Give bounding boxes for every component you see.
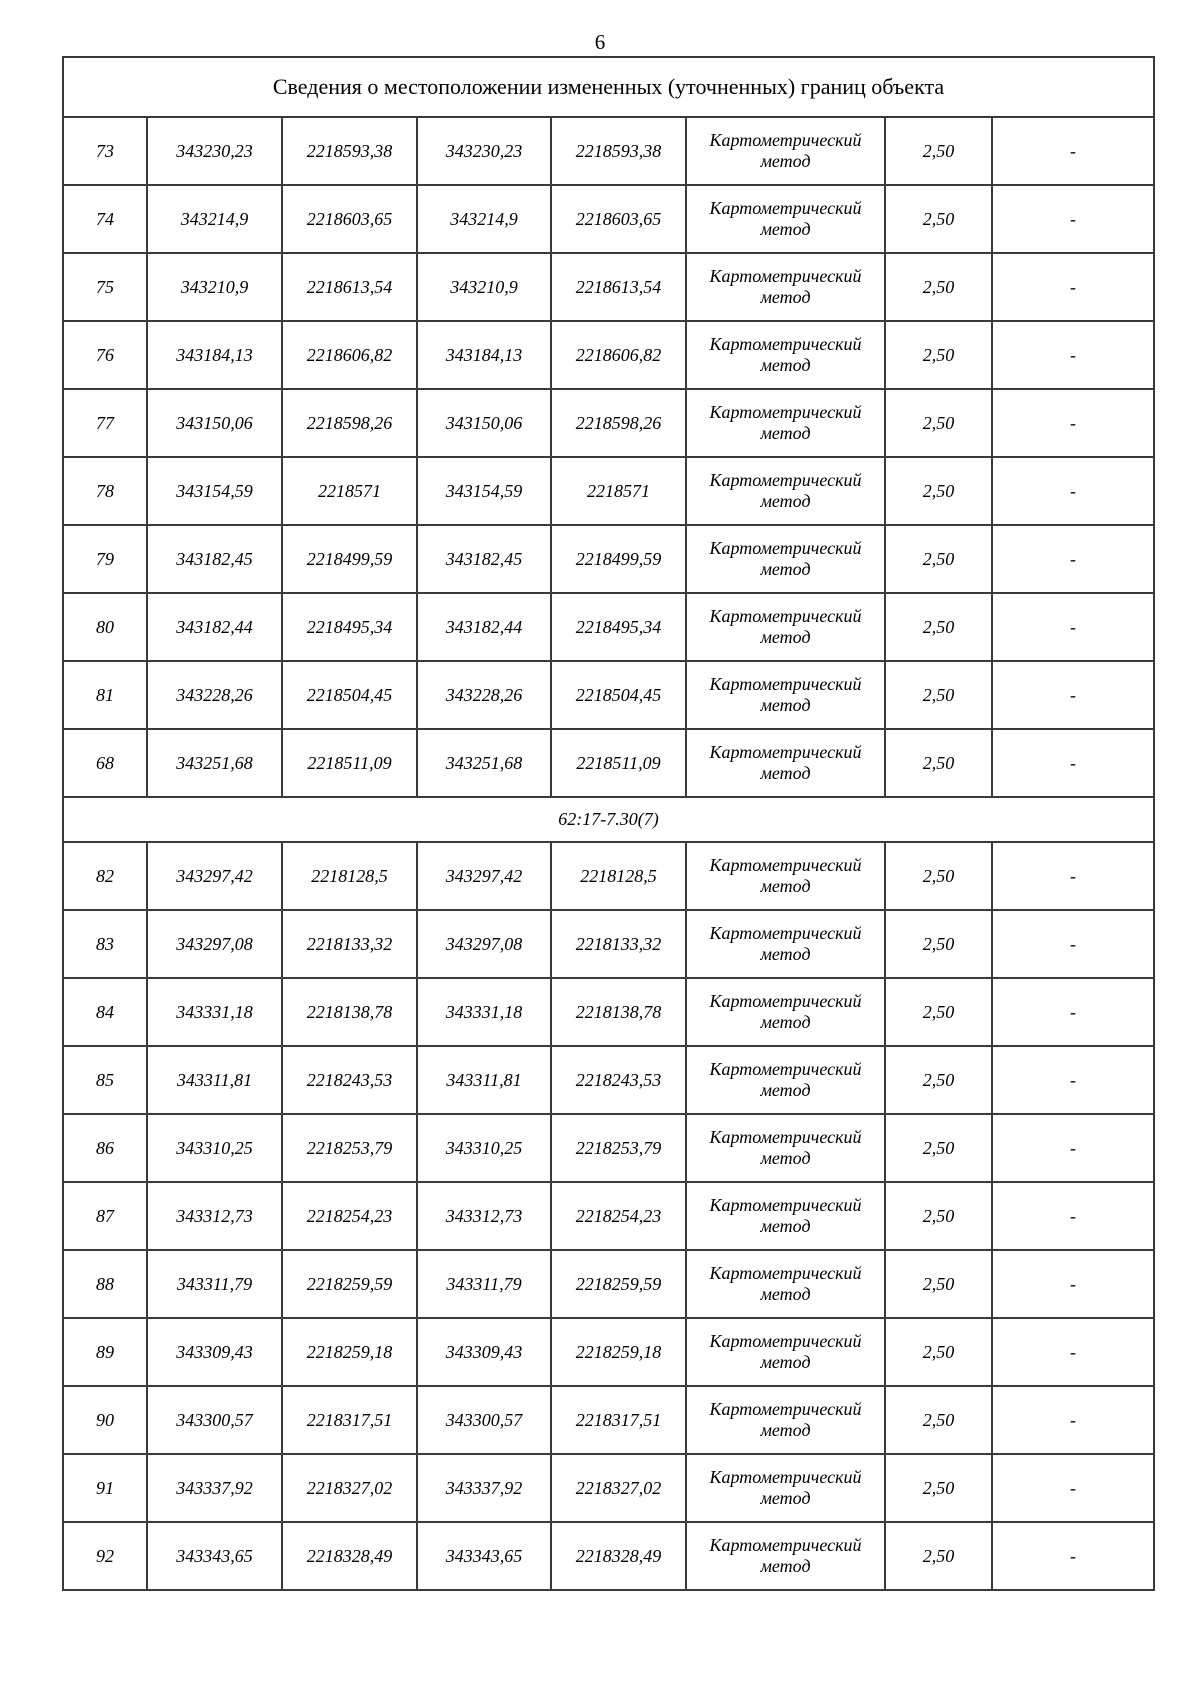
table-row bbox=[63, 117, 1154, 185]
table-body bbox=[63, 57, 1154, 1590]
existing-y-cell: 2218138,78 bbox=[282, 978, 417, 1046]
method-cell bbox=[686, 1454, 885, 1522]
table-row bbox=[63, 842, 1154, 910]
existing-y-cell: 2218128,5 bbox=[282, 842, 417, 910]
method-line-1: Картометрический bbox=[709, 1535, 862, 1555]
existing-y-cell: 2218259,59 bbox=[282, 1250, 417, 1318]
refined-y-cell: 2218571 bbox=[551, 457, 686, 525]
note-cell: - bbox=[992, 1114, 1154, 1182]
refined-y-cell: 2218613,54 bbox=[551, 253, 686, 321]
existing-y-cell: 2218495,34 bbox=[282, 593, 417, 661]
boundary-coordinates-table bbox=[62, 56, 1155, 1591]
method-line-2: метод bbox=[760, 491, 811, 511]
accuracy-cell: 2,50 bbox=[885, 1386, 992, 1454]
existing-y-cell: 2218606,82 bbox=[282, 321, 417, 389]
existing-y-cell: 2218613,54 bbox=[282, 253, 417, 321]
refined-y-cell: 2218511,09 bbox=[551, 729, 686, 797]
method-cell bbox=[686, 457, 885, 525]
method-line-1: Картометрический bbox=[709, 470, 862, 490]
existing-x-cell: 343297,42 bbox=[147, 842, 282, 910]
existing-y-cell: 2218328,49 bbox=[282, 1522, 417, 1590]
point-number-cell: 88 bbox=[63, 1250, 147, 1318]
method-cell bbox=[686, 1250, 885, 1318]
table-row bbox=[63, 1386, 1154, 1454]
table-row bbox=[63, 661, 1154, 729]
existing-x-cell: 343182,44 bbox=[147, 593, 282, 661]
table-row bbox=[63, 1318, 1154, 1386]
refined-x-cell: 343210,9 bbox=[417, 253, 551, 321]
existing-y-cell: 2218259,18 bbox=[282, 1318, 417, 1386]
method-line-2: метод bbox=[760, 944, 811, 964]
note-cell: - bbox=[992, 525, 1154, 593]
accuracy-cell: 2,50 bbox=[885, 525, 992, 593]
existing-x-cell: 343310,25 bbox=[147, 1114, 282, 1182]
existing-x-cell: 343343,65 bbox=[147, 1522, 282, 1590]
point-number-cell: 90 bbox=[63, 1386, 147, 1454]
method-line-2: метод bbox=[760, 1080, 811, 1100]
refined-y-cell: 2218328,49 bbox=[551, 1522, 686, 1590]
method-line-2: метод bbox=[760, 1216, 811, 1236]
table-row bbox=[63, 1182, 1154, 1250]
method-line-1: Картометрический bbox=[709, 266, 862, 286]
refined-x-cell: 343184,13 bbox=[417, 321, 551, 389]
section-row bbox=[63, 797, 1154, 842]
note-cell: - bbox=[992, 910, 1154, 978]
note-cell: - bbox=[992, 253, 1154, 321]
point-number-cell: 73 bbox=[63, 117, 147, 185]
method-cell bbox=[686, 978, 885, 1046]
method-line-2: метод bbox=[760, 559, 811, 579]
refined-y-cell: 2218259,18 bbox=[551, 1318, 686, 1386]
method-cell bbox=[686, 1046, 885, 1114]
method-cell bbox=[686, 910, 885, 978]
method-line-2: метод bbox=[760, 355, 811, 375]
accuracy-cell: 2,50 bbox=[885, 1250, 992, 1318]
point-number-cell: 75 bbox=[63, 253, 147, 321]
method-line-1: Картометрический bbox=[709, 1331, 862, 1351]
refined-y-cell: 2218243,53 bbox=[551, 1046, 686, 1114]
refined-y-cell: 2218128,5 bbox=[551, 842, 686, 910]
method-line-2: метод bbox=[760, 151, 811, 171]
refined-x-cell: 343297,42 bbox=[417, 842, 551, 910]
table-row bbox=[63, 593, 1154, 661]
method-line-2: метод bbox=[760, 219, 811, 239]
existing-y-cell: 2218504,45 bbox=[282, 661, 417, 729]
existing-y-cell: 2218253,79 bbox=[282, 1114, 417, 1182]
note-cell: - bbox=[992, 321, 1154, 389]
method-line-2: метод bbox=[760, 627, 811, 647]
method-cell bbox=[686, 525, 885, 593]
method-line-1: Картометрический bbox=[709, 923, 862, 943]
existing-x-cell: 343230,23 bbox=[147, 117, 282, 185]
accuracy-cell: 2,50 bbox=[885, 389, 992, 457]
method-line-2: метод bbox=[760, 1556, 811, 1576]
refined-x-cell: 343311,81 bbox=[417, 1046, 551, 1114]
method-line-1: Картометрический bbox=[709, 991, 862, 1011]
table-row bbox=[63, 253, 1154, 321]
note-cell: - bbox=[992, 593, 1154, 661]
method-cell bbox=[686, 321, 885, 389]
method-line-1: Картометрический bbox=[709, 1263, 862, 1283]
table-row bbox=[63, 978, 1154, 1046]
refined-y-cell: 2218593,38 bbox=[551, 117, 686, 185]
existing-x-cell: 343311,81 bbox=[147, 1046, 282, 1114]
refined-y-cell: 2218598,26 bbox=[551, 389, 686, 457]
refined-y-cell: 2218499,59 bbox=[551, 525, 686, 593]
accuracy-cell: 2,50 bbox=[885, 842, 992, 910]
note-cell: - bbox=[992, 978, 1154, 1046]
refined-x-cell: 343300,57 bbox=[417, 1386, 551, 1454]
accuracy-cell: 2,50 bbox=[885, 321, 992, 389]
method-cell bbox=[686, 1386, 885, 1454]
method-cell bbox=[686, 1182, 885, 1250]
table-title-row bbox=[63, 57, 1154, 117]
table-row bbox=[63, 729, 1154, 797]
method-line-1: Картометрический bbox=[709, 402, 862, 422]
refined-y-cell: 2218606,82 bbox=[551, 321, 686, 389]
note-cell: - bbox=[992, 1182, 1154, 1250]
existing-x-cell: 343312,73 bbox=[147, 1182, 282, 1250]
accuracy-cell: 2,50 bbox=[885, 1182, 992, 1250]
existing-x-cell: 343331,18 bbox=[147, 978, 282, 1046]
refined-x-cell: 343309,43 bbox=[417, 1318, 551, 1386]
existing-x-cell: 343154,59 bbox=[147, 457, 282, 525]
note-cell: - bbox=[992, 457, 1154, 525]
accuracy-cell: 2,50 bbox=[885, 593, 992, 661]
refined-y-cell: 2218603,65 bbox=[551, 185, 686, 253]
existing-x-cell: 343184,13 bbox=[147, 321, 282, 389]
existing-x-cell: 343297,08 bbox=[147, 910, 282, 978]
existing-x-cell: 343300,57 bbox=[147, 1386, 282, 1454]
accuracy-cell: 2,50 bbox=[885, 185, 992, 253]
existing-x-cell: 343251,68 bbox=[147, 729, 282, 797]
accuracy-cell: 2,50 bbox=[885, 1318, 992, 1386]
existing-x-cell: 343311,79 bbox=[147, 1250, 282, 1318]
existing-y-cell: 2218243,53 bbox=[282, 1046, 417, 1114]
table-row bbox=[63, 910, 1154, 978]
point-number-cell: 74 bbox=[63, 185, 147, 253]
refined-x-cell: 343310,25 bbox=[417, 1114, 551, 1182]
existing-y-cell: 2218603,65 bbox=[282, 185, 417, 253]
refined-y-cell: 2218253,79 bbox=[551, 1114, 686, 1182]
accuracy-cell: 2,50 bbox=[885, 1114, 992, 1182]
method-line-2: метод bbox=[760, 1012, 811, 1032]
accuracy-cell: 2,50 bbox=[885, 1454, 992, 1522]
method-line-1: Картометрический bbox=[709, 855, 862, 875]
method-line-1: Картометрический bbox=[709, 538, 862, 558]
point-number-cell: 89 bbox=[63, 1318, 147, 1386]
method-cell bbox=[686, 661, 885, 729]
table-row bbox=[63, 321, 1154, 389]
method-line-2: метод bbox=[760, 763, 811, 783]
method-line-1: Картометрический bbox=[709, 606, 862, 626]
accuracy-cell: 2,50 bbox=[885, 253, 992, 321]
refined-x-cell: 343297,08 bbox=[417, 910, 551, 978]
method-cell bbox=[686, 185, 885, 253]
table-row bbox=[63, 185, 1154, 253]
accuracy-cell: 2,50 bbox=[885, 910, 992, 978]
existing-x-cell: 343150,06 bbox=[147, 389, 282, 457]
note-cell: - bbox=[992, 1454, 1154, 1522]
existing-x-cell: 343309,43 bbox=[147, 1318, 282, 1386]
table-row bbox=[63, 1522, 1154, 1590]
point-number-cell: 77 bbox=[63, 389, 147, 457]
accuracy-cell: 2,50 bbox=[885, 661, 992, 729]
point-number-cell: 84 bbox=[63, 978, 147, 1046]
method-line-2: метод bbox=[760, 695, 811, 715]
note-cell: - bbox=[992, 389, 1154, 457]
method-cell bbox=[686, 842, 885, 910]
existing-x-cell: 343337,92 bbox=[147, 1454, 282, 1522]
method-line-1: Картометрический bbox=[709, 674, 862, 694]
method-line-1: Картометрический bbox=[709, 1399, 862, 1419]
point-number-cell: 91 bbox=[63, 1454, 147, 1522]
method-cell bbox=[686, 1114, 885, 1182]
table-row bbox=[63, 1046, 1154, 1114]
method-cell bbox=[686, 1318, 885, 1386]
existing-y-cell: 2218499,59 bbox=[282, 525, 417, 593]
refined-x-cell: 343228,26 bbox=[417, 661, 551, 729]
point-number-cell: 86 bbox=[63, 1114, 147, 1182]
note-cell: - bbox=[992, 729, 1154, 797]
existing-y-cell: 2218511,09 bbox=[282, 729, 417, 797]
accuracy-cell: 2,50 bbox=[885, 1522, 992, 1590]
method-cell bbox=[686, 1522, 885, 1590]
point-number-cell: 78 bbox=[63, 457, 147, 525]
method-line-1: Картометрический bbox=[709, 130, 862, 150]
refined-y-cell: 2218259,59 bbox=[551, 1250, 686, 1318]
refined-y-cell: 2218504,45 bbox=[551, 661, 686, 729]
method-line-1: Картометрический bbox=[709, 1467, 862, 1487]
table-row bbox=[63, 1114, 1154, 1182]
point-number-cell: 87 bbox=[63, 1182, 147, 1250]
refined-x-cell: 343311,79 bbox=[417, 1250, 551, 1318]
note-cell: - bbox=[992, 1318, 1154, 1386]
existing-x-cell: 343228,26 bbox=[147, 661, 282, 729]
refined-y-cell: 2218254,23 bbox=[551, 1182, 686, 1250]
refined-x-cell: 343150,06 bbox=[417, 389, 551, 457]
point-number-cell: 83 bbox=[63, 910, 147, 978]
note-cell: - bbox=[992, 1250, 1154, 1318]
existing-y-cell: 2218327,02 bbox=[282, 1454, 417, 1522]
method-line-1: Картометрический bbox=[709, 1195, 862, 1215]
method-cell bbox=[686, 117, 885, 185]
refined-y-cell: 2218133,32 bbox=[551, 910, 686, 978]
accuracy-cell: 2,50 bbox=[885, 729, 992, 797]
accuracy-cell: 2,50 bbox=[885, 117, 992, 185]
method-line-2: метод bbox=[760, 1148, 811, 1168]
point-number-cell: 79 bbox=[63, 525, 147, 593]
method-line-1: Картометрический bbox=[709, 742, 862, 762]
existing-y-cell: 2218571 bbox=[282, 457, 417, 525]
refined-x-cell: 343337,92 bbox=[417, 1454, 551, 1522]
method-line-1: Картометрический bbox=[709, 1127, 862, 1147]
note-cell: - bbox=[992, 1046, 1154, 1114]
method-line-1: Картометрический bbox=[709, 1059, 862, 1079]
refined-x-cell: 343251,68 bbox=[417, 729, 551, 797]
note-cell: - bbox=[992, 117, 1154, 185]
table-title: Сведения о местоположении измененных (уточненных) границ объекта bbox=[63, 57, 1154, 117]
section-label: 62:17-7.30(7) bbox=[63, 797, 1154, 842]
refined-x-cell: 343182,45 bbox=[417, 525, 551, 593]
method-line-2: метод bbox=[760, 287, 811, 307]
method-line-1: Картометрический bbox=[709, 198, 862, 218]
method-cell bbox=[686, 253, 885, 321]
table-row bbox=[63, 457, 1154, 525]
existing-y-cell: 2218593,38 bbox=[282, 117, 417, 185]
refined-x-cell: 343230,23 bbox=[417, 117, 551, 185]
point-number-cell: 82 bbox=[63, 842, 147, 910]
point-number-cell: 81 bbox=[63, 661, 147, 729]
existing-x-cell: 343210,9 bbox=[147, 253, 282, 321]
note-cell: - bbox=[992, 661, 1154, 729]
method-line-2: метод bbox=[760, 876, 811, 896]
refined-x-cell: 343331,18 bbox=[417, 978, 551, 1046]
accuracy-cell: 2,50 bbox=[885, 457, 992, 525]
refined-y-cell: 2218138,78 bbox=[551, 978, 686, 1046]
point-number-cell: 80 bbox=[63, 593, 147, 661]
method-line-1: Картометрический bbox=[709, 334, 862, 354]
existing-y-cell: 2218598,26 bbox=[282, 389, 417, 457]
table-row bbox=[63, 389, 1154, 457]
refined-x-cell: 343343,65 bbox=[417, 1522, 551, 1590]
existing-y-cell: 2218254,23 bbox=[282, 1182, 417, 1250]
table-row bbox=[63, 1250, 1154, 1318]
method-line-2: метод bbox=[760, 1420, 811, 1440]
refined-x-cell: 343312,73 bbox=[417, 1182, 551, 1250]
point-number-cell: 92 bbox=[63, 1522, 147, 1590]
page-number: 6 bbox=[594, 30, 606, 54]
note-cell: - bbox=[992, 185, 1154, 253]
refined-y-cell: 2218495,34 bbox=[551, 593, 686, 661]
existing-x-cell: 343182,45 bbox=[147, 525, 282, 593]
point-number-cell: 68 bbox=[63, 729, 147, 797]
refined-x-cell: 343182,44 bbox=[417, 593, 551, 661]
accuracy-cell: 2,50 bbox=[885, 978, 992, 1046]
method-cell bbox=[686, 593, 885, 661]
method-line-2: метод bbox=[760, 1284, 811, 1304]
existing-x-cell: 343214,9 bbox=[147, 185, 282, 253]
note-cell: - bbox=[992, 1522, 1154, 1590]
table-row bbox=[63, 1454, 1154, 1522]
point-number-cell: 76 bbox=[63, 321, 147, 389]
refined-y-cell: 2218327,02 bbox=[551, 1454, 686, 1522]
table-row bbox=[63, 525, 1154, 593]
accuracy-cell: 2,50 bbox=[885, 1046, 992, 1114]
refined-x-cell: 343214,9 bbox=[417, 185, 551, 253]
method-line-2: метод bbox=[760, 1488, 811, 1508]
point-number-cell: 85 bbox=[63, 1046, 147, 1114]
method-cell bbox=[686, 389, 885, 457]
existing-y-cell: 2218317,51 bbox=[282, 1386, 417, 1454]
method-line-2: метод bbox=[760, 423, 811, 443]
refined-x-cell: 343154,59 bbox=[417, 457, 551, 525]
refined-y-cell: 2218317,51 bbox=[551, 1386, 686, 1454]
method-line-2: метод bbox=[760, 1352, 811, 1372]
existing-y-cell: 2218133,32 bbox=[282, 910, 417, 978]
note-cell: - bbox=[992, 842, 1154, 910]
method-cell bbox=[686, 729, 885, 797]
note-cell: - bbox=[992, 1386, 1154, 1454]
